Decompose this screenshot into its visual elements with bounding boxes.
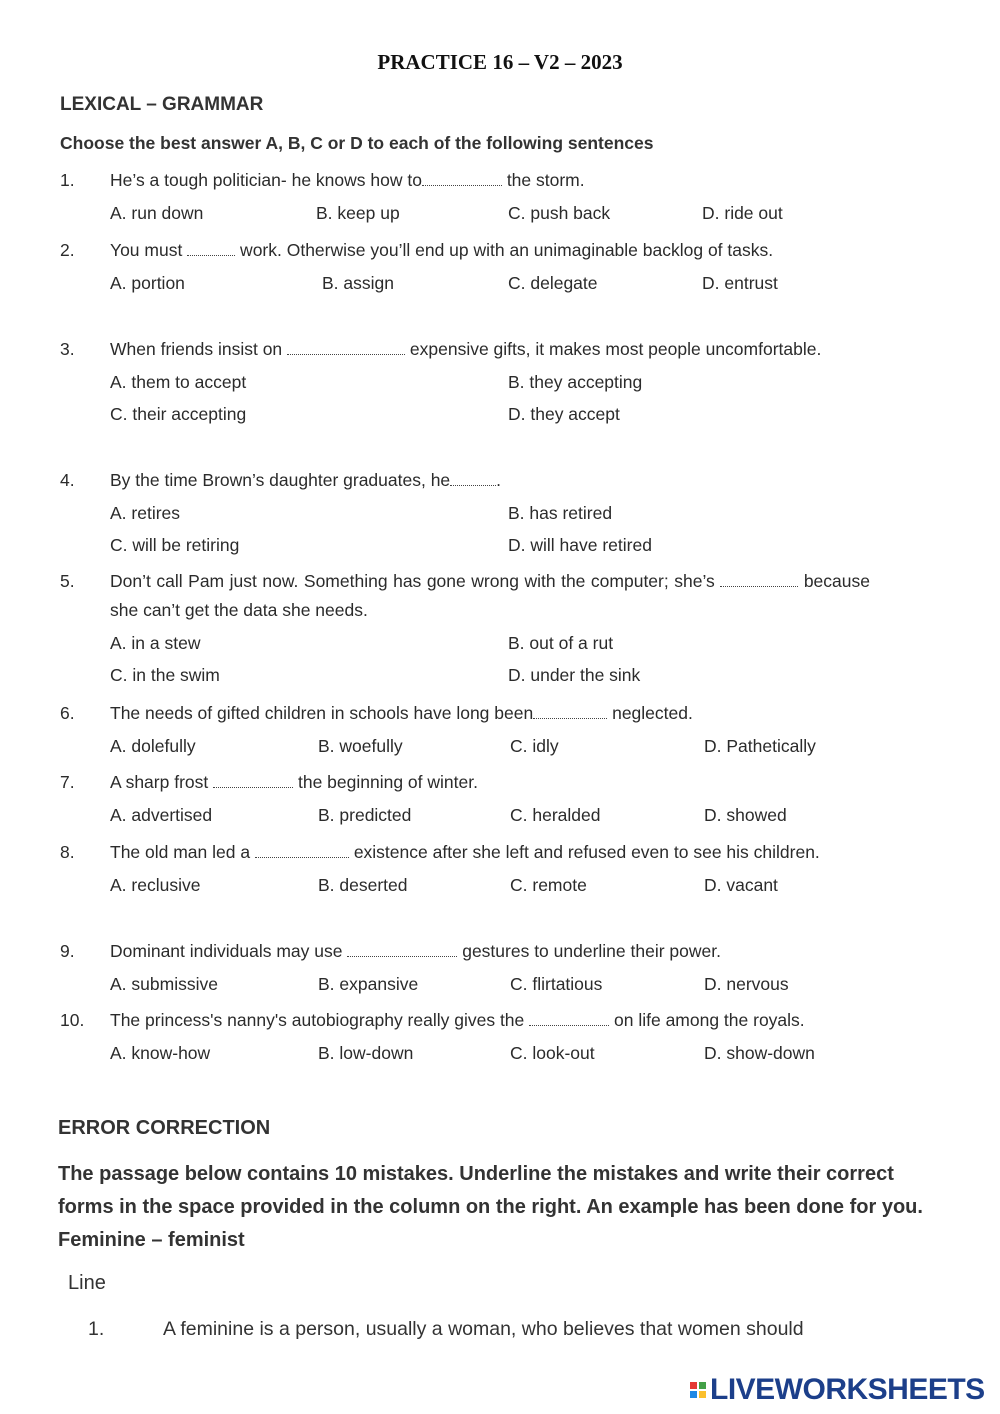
question-number: 9. [60, 941, 75, 961]
line-number: 1. [88, 1318, 105, 1340]
question-text: neglected. [607, 703, 693, 723]
option-a[interactable]: A. them to accept [110, 372, 247, 392]
option-c[interactable]: C. in the swim [110, 665, 220, 685]
question-text: the beginning of winter. [293, 772, 478, 792]
question-number: 8. [60, 842, 75, 862]
question-number: 5. [60, 571, 75, 591]
option-d[interactable]: D. vacant [704, 875, 778, 895]
question-text: When friends insist on [110, 339, 288, 359]
option-c[interactable]: C. idly [510, 736, 559, 756]
instruction-lexical: Choose the best answer A, B, C or D to each of the following sentences [60, 133, 654, 153]
question-text: gestures to underline their power. [457, 941, 721, 961]
option-b[interactable]: B. they accepting [508, 372, 643, 392]
question-5 [60, 567, 870, 689]
option-b[interactable]: B. woefully [318, 736, 403, 756]
question-7 [60, 768, 870, 829]
answer-blank[interactable] [287, 339, 405, 355]
question-number: 10. [60, 1010, 85, 1030]
line-text[interactable]: A feminine is a person, usually a woman, who believes that women should [163, 1318, 804, 1340]
question-3 [60, 335, 870, 428]
option-c[interactable]: C. their accepting [110, 404, 247, 424]
option-b[interactable]: B. keep up [316, 203, 400, 223]
option-d[interactable]: D. showed [704, 805, 787, 825]
question-number: 7. [60, 772, 75, 792]
option-c[interactable]: C. push back [508, 203, 611, 223]
question-4 [60, 466, 870, 559]
option-b[interactable]: B. low-down [318, 1043, 414, 1063]
question-text: the storm. [501, 170, 585, 190]
option-d[interactable]: D. will have retired [508, 535, 652, 555]
question-10 [60, 1006, 870, 1067]
option-d[interactable]: D. nervous [704, 974, 789, 994]
question-text: The old man led a [110, 842, 255, 862]
question-number: 3. [60, 339, 75, 359]
answer-blank[interactable] [213, 772, 293, 788]
question-number: 4. [60, 470, 75, 490]
question-6 [60, 699, 870, 760]
option-a[interactable]: A. portion [110, 273, 185, 293]
option-c[interactable]: C. flirtatious [510, 974, 603, 994]
question-text: on life among the royals. [609, 1010, 805, 1030]
page-title: PRACTICE 16 – V2 – 2023 [377, 50, 623, 74]
question-text: The needs of gifted children in schools have long been [110, 703, 534, 723]
question-text: The princess's nanny's autobiography really gives the [110, 1010, 530, 1030]
option-c[interactable]: C. heralded [510, 805, 601, 825]
question-text: . [496, 470, 502, 490]
question-text: Don’t call Pam just now. Something has gone wrong with the computer; she’s [110, 571, 721, 591]
option-a[interactable]: A. reclusive [110, 875, 201, 895]
question-text: By the time Brown’s daughter graduates, he [110, 470, 451, 490]
question-1 [60, 166, 870, 227]
question-text: existence after she left and refused even to see his children. [348, 842, 820, 862]
option-c[interactable]: C. delegate [508, 273, 598, 293]
answer-blank[interactable] [255, 842, 349, 858]
option-c[interactable]: C. remote [510, 875, 587, 895]
answer-blank[interactable] [529, 1010, 609, 1026]
option-b[interactable]: B. expansive [318, 974, 419, 994]
section-heading-lexical: LEXICAL – GRAMMAR [60, 94, 264, 115]
question-number: 1. [60, 170, 75, 190]
logo-mark-icon [690, 1382, 706, 1398]
option-a[interactable]: A. retires [110, 503, 181, 523]
logo-text: LIVEWORKSHEETS [710, 1373, 985, 1406]
line-label: Line [68, 1272, 106, 1294]
option-b[interactable]: B. out of a rut [508, 633, 614, 653]
answer-blank[interactable] [347, 941, 457, 957]
option-b[interactable]: B. has retired [508, 503, 613, 523]
option-b[interactable]: B. predicted [318, 805, 412, 825]
answer-blank[interactable] [187, 240, 235, 256]
option-d[interactable]: D. Pathetically [704, 736, 816, 756]
question-text: because she can’t get the data she needs. [110, 571, 870, 620]
answer-blank[interactable] [720, 571, 798, 587]
question-text: Dominant individuals may use [110, 941, 348, 961]
question-number: 2. [60, 240, 75, 260]
option-c[interactable]: C. look-out [510, 1043, 595, 1063]
option-a[interactable]: A. know-how [110, 1043, 211, 1063]
option-c[interactable]: C. will be retiring [110, 535, 240, 555]
option-a[interactable]: A. advertised [110, 805, 213, 825]
option-a[interactable]: A. run down [110, 203, 204, 223]
question-text: A sharp frost [110, 772, 214, 792]
liveworksheets-logo [690, 1374, 985, 1406]
option-b[interactable]: B. assign [322, 273, 394, 293]
option-d[interactable]: D. under the sink [508, 665, 641, 685]
option-d[interactable]: D. entrust [702, 273, 778, 293]
question-2 [60, 236, 870, 297]
instruction-error-correction: The passage below contains 10 mistakes. Underline the mistakes and write their correct forms in the space provided in the column on the right. An example has been done for you. Feminine – feminist [58, 1163, 923, 1251]
option-d[interactable]: D. ride out [702, 203, 783, 223]
question-text: expensive gifts, it makes most people uncomfortable. [405, 339, 822, 359]
answer-blank[interactable] [422, 170, 502, 186]
option-b[interactable]: B. deserted [318, 875, 408, 895]
passage-line-1 [88, 1318, 804, 1341]
option-a[interactable]: A. submissive [110, 974, 218, 994]
option-a[interactable]: A. in a stew [110, 633, 201, 653]
answer-blank[interactable] [533, 703, 607, 719]
option-d[interactable]: D. show-down [704, 1043, 815, 1063]
option-a[interactable]: A. dolefully [110, 736, 196, 756]
question-text: work. Otherwise you’ll end up with an unimaginable backlog of tasks. [235, 240, 774, 260]
question-number: 6. [60, 703, 75, 723]
answer-blank[interactable] [450, 470, 496, 486]
question-8 [60, 838, 870, 899]
question-text: You must [110, 240, 188, 260]
option-d[interactable]: D. they accept [508, 404, 620, 424]
section-heading-error-correction: ERROR CORRECTION [58, 1117, 271, 1139]
question-text: He’s a tough politician- he knows how to [110, 170, 422, 190]
question-9 [60, 937, 870, 998]
